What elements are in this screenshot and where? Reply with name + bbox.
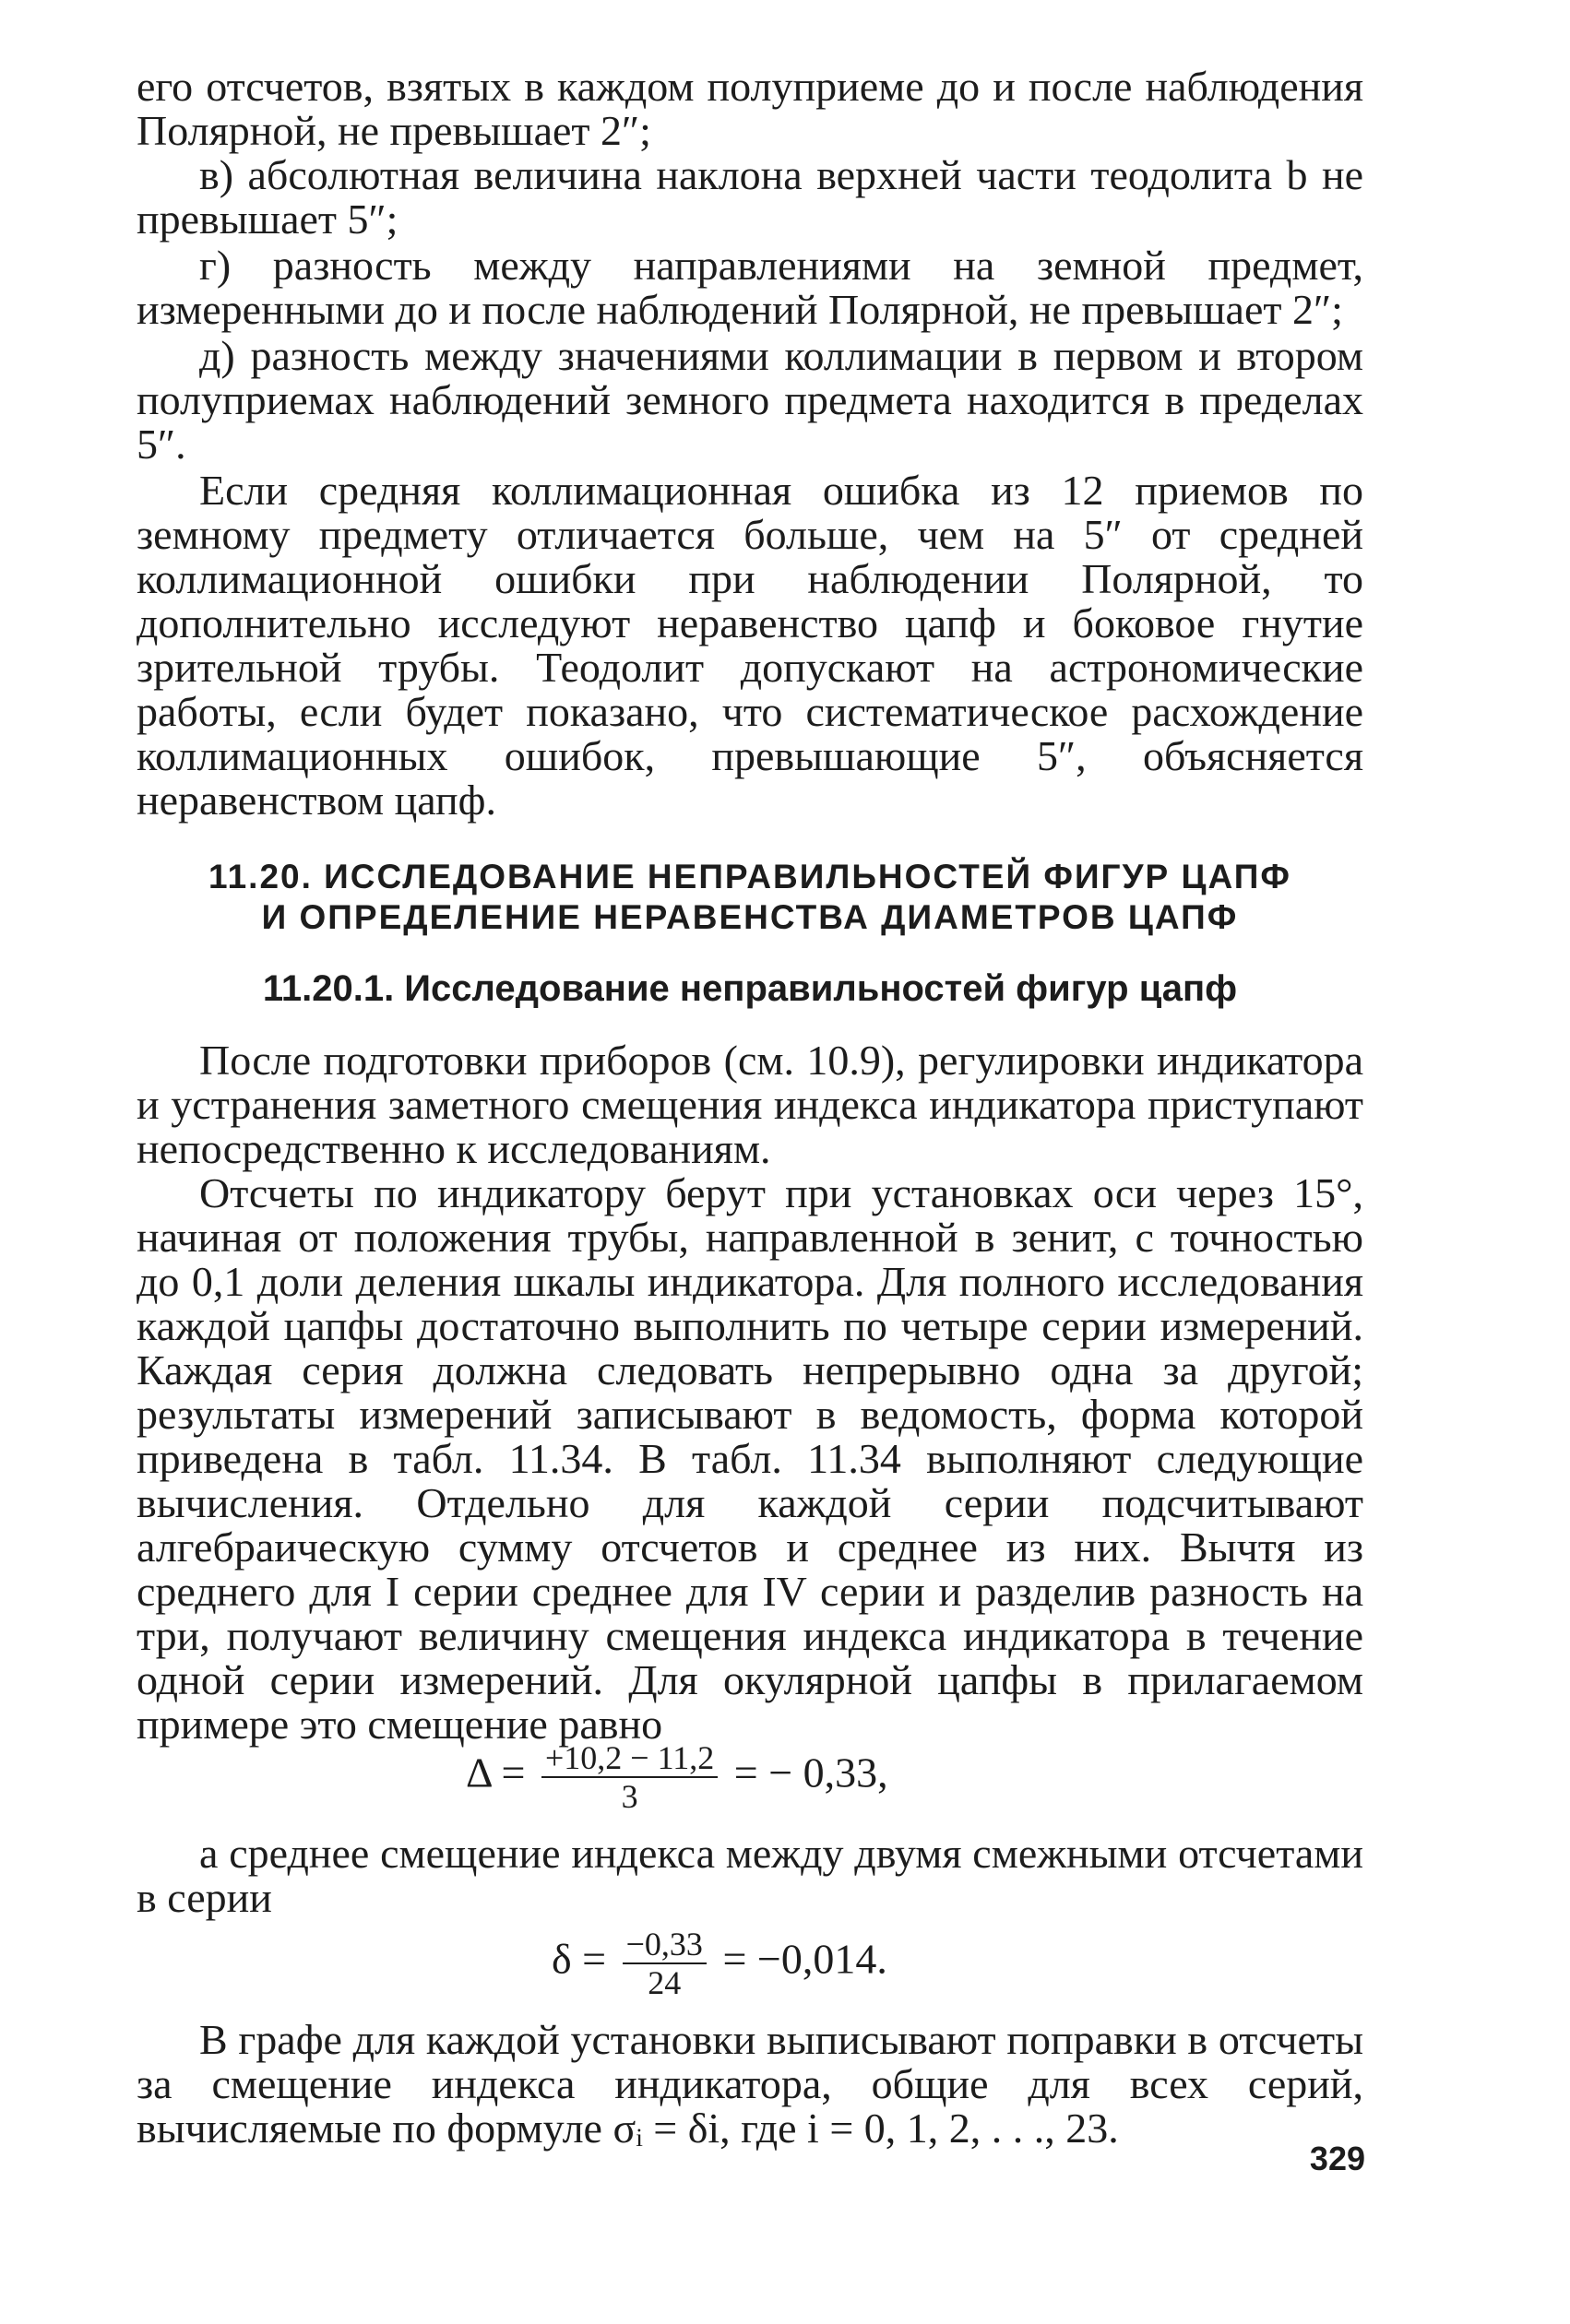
paragraph-mean-shift: а среднее смещение индекса между двумя смежными отсчетами в серии [137,1830,1363,1921]
formula-delta-denominator: 3 [621,1778,638,1815]
formula-delta-fraction [541,1739,718,1815]
paragraph-item-g: г) разность между направлениями на земной предмет, измеренными до и после наблюдений Полярной, не превышает 2″; [137,242,1363,333]
paragraph-collimation: Если средняя коллимационная ошибка из 12 приемов по земному предмету отличается больше, чем на 5″ от средней коллимационной ошибки при наблюдении Полярной, то дополнительно исследуют неравенство цапф и боковое гнутие зрительной трубы. Теодолит допускают на астрономические работы, если будет показано, что систематическое расхождение коллимационных ошибок, превышающие 5″, объясняется неравенством цапф. [137,467,1363,824]
section-heading-line-2: И ОПРЕДЕЛЕНИЕ НЕРАВЕНСТВА ДИАМЕТРОВ ЦАПФ [261,898,1239,936]
section-heading-line-1: 11.20. ИССЛЕДОВАНИЕ НЕПРАВИЛЬНОСТЕЙ ФИГУР ЦАПФ [208,858,1291,895]
formula-small-delta-rhs: = −0,014. [722,1935,887,1983]
paragraph-readings: Отсчеты по индикатору берут при установках оси через 15°, начиная от положения трубы, направленной в зенит, с точностью до 0,1 доли деления шкалы индикатора. Для полного исследования каждой цапфы достаточно выполнить по четыре серии измерений. Каждая серия должна следовать непрерывно одна за другой; результаты измерений записывают в ведомость, форма которой приведена в табл. 11.34. В табл. 11.34 выполняют следующие вычисления. Отдельно для каждой серии подсчитывают алгебраическую сумму отсчетов и среднее из них. Вычтя из среднего для I серии среднее для IV серии и разделив разность на три, получают величину смещения индекса индикатора в течение одной серии измерений. Для окулярной цапфы в прилагаемом примере это смещение равно [137,1169,1363,1748]
paragraph-item-v: в) абсолютная величина наклона верхней части теодолита b не превышает 5″; [137,151,1363,243]
paragraph-corrections: В графе для каждой установки выписывают поправки в отсчеты за смещение индекса индикатора, общие для всех серий, вычисляемые по формуле σᵢ = δi, где i = 0, 1, 2, . . ., 23. [137,2016,1363,2152]
subsection-heading: 11.20.1. Исследование неправильностей фигур цапф [262,968,1238,1009]
page-number: 329 [1309,2140,1365,2177]
formula-delta-numerator: +10,2 − 11,2 [541,1739,718,1778]
formula-small-delta-numerator: −0,33 [623,1926,707,1964]
paragraph-item-d: д) разность между значениями коллимации в первом и втором полуприемах наблюдений земного предмета находится в пределах 5″. [137,332,1363,468]
paragraph-preparation: После подготовки приборов (см. 10.9), регулировки индикатора и устранения заметного смещения индекса индикатора приступают непосредственно к исследованиям. [137,1037,1363,1172]
paragraph-continuation: его отсчетов, взятых в каждом полуприеме до и после наблюдения Полярной, не превышает 2″; [137,63,1363,154]
formula-small-delta-lhs: δ = [552,1935,607,1983]
formula-small-delta-fraction [623,1926,707,2001]
formula-small-delta-denominator: 24 [648,1964,682,2001]
formula-delta-rhs: = − 0,33, [733,1749,888,1796]
formula-small-delta [552,1926,887,2001]
formula-delta [466,1739,888,1815]
formula-delta-lhs: Δ = [466,1749,526,1796]
